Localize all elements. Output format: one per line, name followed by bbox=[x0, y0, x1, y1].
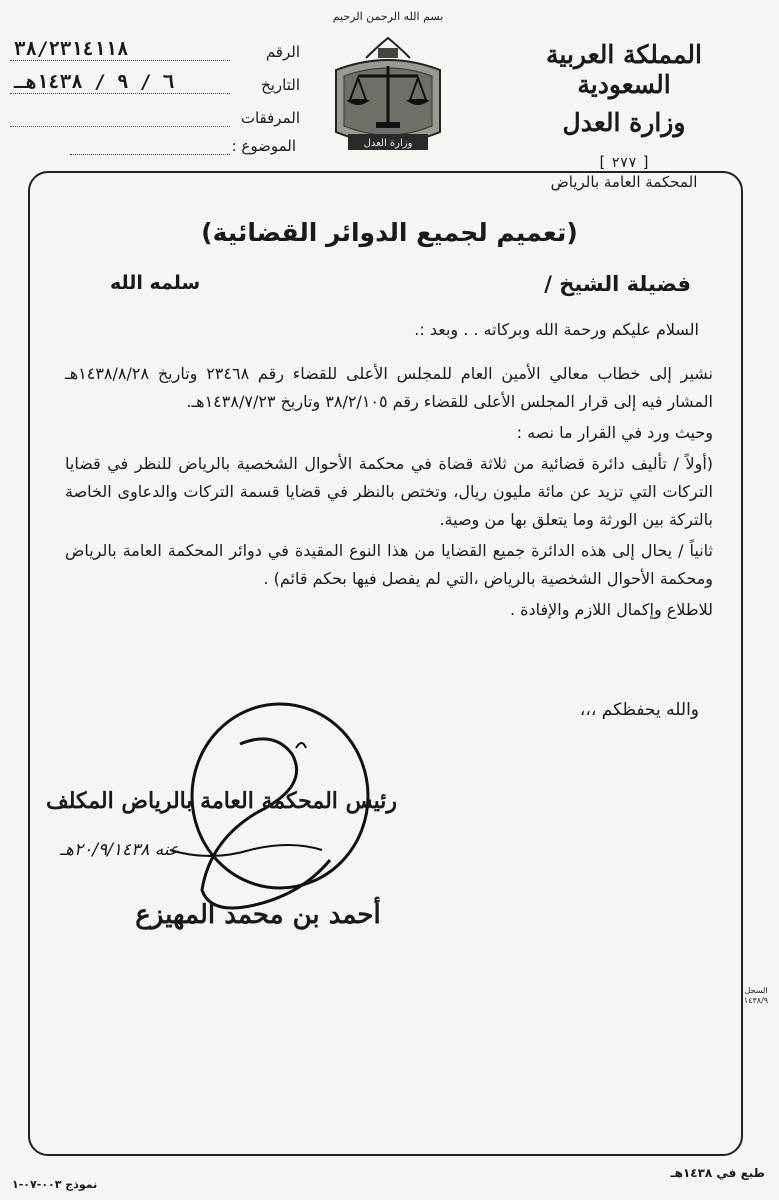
print-info: طبع في ١٤٣٨هـ bbox=[670, 1166, 765, 1180]
attachments-field bbox=[10, 106, 230, 127]
paragraph-intro: وحيث ورد في القرار ما نصه : bbox=[516, 423, 713, 442]
kingdom-name: المملكة العربية السعودية bbox=[546, 40, 702, 99]
reference-number: ٣٨/٢٣١٤١١٨ bbox=[10, 38, 230, 61]
greeting: السلام عليكم ورحمة الله وبركاته . . وبعد :. bbox=[414, 320, 699, 339]
handwritten-signature bbox=[60, 700, 440, 930]
basmala: بسم الله الرحمن الرحيم bbox=[332, 10, 444, 23]
subject-label: الموضوع : bbox=[231, 137, 296, 155]
paragraph-reference: نشير إلى خطاب معالي الأمين العام للمجلس الأعلى للقضاء رقم ٢٣٤٦٨ وتاريخ ١٤٣٨/٨/٢٨هـ المشار فيه إلى قرار المجلس الأعلى للقضاء رقم ٣٨/٢/١٠٥ وتاريخ ١٤٣٨/٧/٢٣هـ. bbox=[65, 364, 714, 411]
letter-date: ٦ / ٩ / ١٤٣٨هـ bbox=[10, 71, 230, 94]
registry-mark: السجل ١٤٣٨/٩ bbox=[743, 986, 769, 1005]
reference-number-label: الرقم bbox=[265, 43, 300, 61]
closing: والله يحفظكم ،،، bbox=[579, 700, 699, 720]
date-row bbox=[10, 61, 300, 94]
date-label: التاريخ bbox=[261, 76, 300, 94]
emblem-caption: وزارة العدل bbox=[363, 138, 413, 149]
signature-note: عنه ٢٠/٩/١٤٣٨هـ bbox=[60, 840, 180, 860]
paragraph-second-decision: ثانياً / يحال إلى هذه الدائرة جميع القضايا من هذا النوع المقيدة في دوائر المحكمة العامة بالرياض ومحكمة الأحوال الشخصية بالرياض ،التي لم يفصل فيها بحكم قائم) . bbox=[65, 541, 713, 588]
ministry-name: وزارة العدل bbox=[562, 108, 686, 137]
letterhead-left bbox=[10, 28, 300, 127]
reference-number-row bbox=[10, 28, 300, 61]
signatory-title: رئيس المحكمة العامة بالرياض المكلف bbox=[46, 788, 398, 814]
paragraph-first-decision: (أولاً / تأليف دائرة قضائية من ثلاثة قضاة في محكمة الأحوال الشخصية بالرياض للنظر في قضايا التركات التي تزيد عن مائة مليون ريال، وتختص بالنظر في قضايا قسمة التركات والدعاوى الخاصة بالتركة بين الورثة وما يتعلق بها من وصية. bbox=[65, 454, 713, 529]
form-code: نموذج ٠٠٣-٠٧-١ bbox=[12, 1178, 98, 1191]
attachments-row bbox=[10, 94, 300, 127]
paragraph-action: للاطلاع وإكمال اللازم والإفادة . bbox=[509, 600, 713, 619]
letter-body bbox=[65, 360, 713, 627]
attachments-label: المرفقات bbox=[240, 109, 300, 127]
ministry-emblem-icon bbox=[326, 10, 450, 162]
letter-frame bbox=[28, 171, 743, 1156]
court-number: [٢٧٧] bbox=[599, 153, 649, 171]
letter-title: (تعميم لجميع الدوائر القضائية) bbox=[201, 218, 578, 247]
blessing: سلمه الله bbox=[110, 272, 201, 294]
letterhead-right bbox=[509, 40, 739, 191]
court-name: المحكمة العامة بالرياض bbox=[550, 173, 698, 191]
signatory-name: أحمد بن محمد المهيزع bbox=[135, 900, 381, 930]
subject-row bbox=[70, 134, 296, 155]
subject-field bbox=[70, 134, 230, 155]
addressee: فضيلة الشيخ / bbox=[544, 272, 691, 296]
